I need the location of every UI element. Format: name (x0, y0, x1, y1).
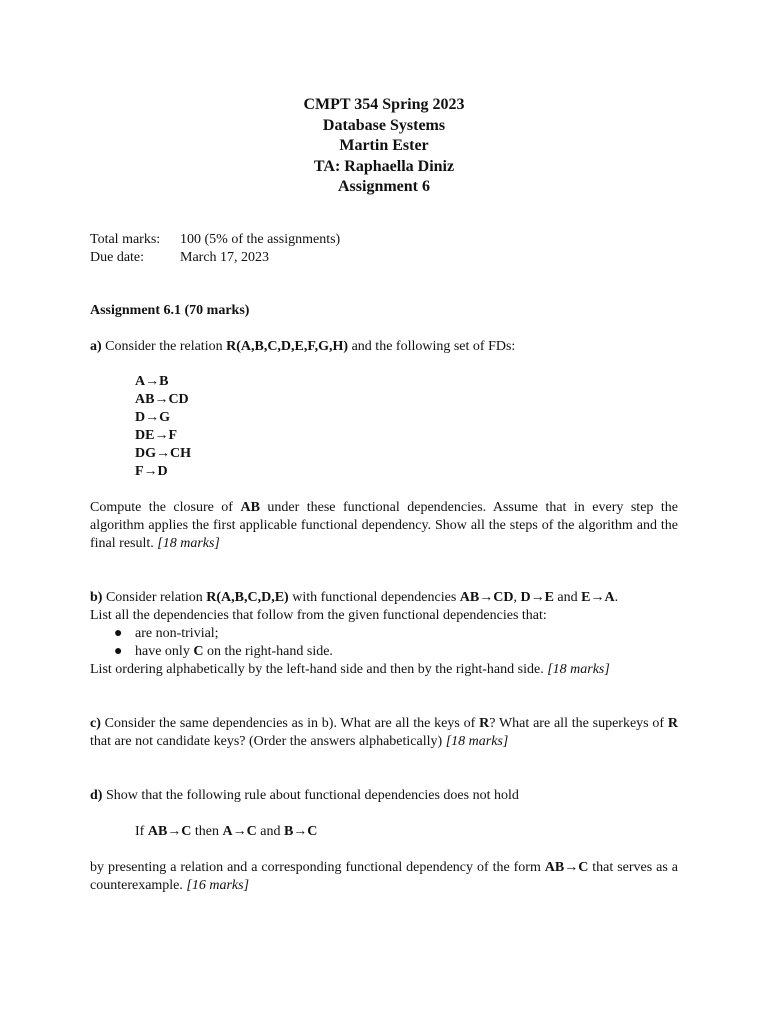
question-a-task-text-2: under these functional dependencies. Assume that in every step the algorithm applies the first applicable functional dependency. Show all the steps of the algorithm and the final result. (90, 499, 678, 551)
question-b (90, 589, 678, 679)
course-title: CMPT 354 Spring 2023 (303, 96, 465, 113)
total-marks-value: 100 (5% of the assignments) (180, 231, 341, 247)
question-d-label: d) (90, 787, 103, 803)
question-a-label: a) (90, 338, 102, 354)
total-marks-row (90, 231, 678, 249)
relation-c-1: R (479, 715, 490, 731)
question-a-task (90, 499, 678, 553)
relation-b: R(A,B,C,D,E) (206, 589, 289, 605)
question-d-task (90, 859, 678, 895)
assignment-page (90, 95, 678, 895)
question-b-label: b) (90, 589, 103, 605)
question-a-text-2: and the following set of FDs: (348, 338, 516, 354)
condition-text: have only (135, 643, 194, 659)
rule-and: and (256, 823, 284, 839)
question-c-marks: [18 marks] (445, 733, 509, 749)
question-d-marks: [16 marks] (186, 877, 250, 893)
question-b-list-intro: List all the dependencies that follow from the given functional dependencies that: (90, 607, 547, 623)
rule-then: then (191, 823, 223, 839)
instructor-name: Martin Ester (339, 137, 429, 154)
fd-b-1: AB→CD (459, 589, 514, 605)
question-b-and: and (553, 589, 582, 605)
due-date-label: Due date: (90, 249, 145, 265)
assignment-meta (90, 231, 678, 267)
question-d-fd: AB→C (544, 859, 589, 875)
fd-item: D→G (135, 409, 170, 425)
question-d-task-text-2: that serves as a counterexample. (90, 859, 678, 893)
fd-b-3: E→A (581, 589, 615, 605)
question-d-text: Show that the following rule about functional dependencies does not hold (102, 787, 519, 803)
question-d-intro (90, 787, 678, 805)
total-marks-label: Total marks: (90, 231, 161, 247)
rule-statement (135, 823, 678, 841)
question-a-intro (90, 338, 678, 356)
course-subtitle: Database Systems (322, 116, 446, 134)
fd-b-2: D→E (520, 589, 554, 605)
ordering-text: List ordering alphabetically by the left-hand side and then by the right-hand side. (90, 661, 548, 677)
question-c-text-3: that are not candidate keys? (Order the answers alphabetically) (90, 733, 446, 749)
condition-text: are non-trivial; (135, 625, 219, 641)
due-date-row (90, 249, 678, 267)
question-b-text-2: with functional dependencies (288, 589, 460, 605)
relation-c-2: R (667, 715, 678, 731)
question-c-text-2: ? What are all the superkeys of (489, 715, 668, 731)
question-b-marks: [18 marks] (547, 661, 610, 677)
bullet-icon: ● (114, 625, 123, 641)
list-item (90, 625, 678, 643)
closure-attribute: AB (240, 499, 260, 515)
question-b-period: . (614, 589, 619, 605)
rule-if: If (135, 823, 148, 839)
question-b-conditions (90, 625, 678, 661)
rule-fd-1: AB→C (147, 823, 192, 839)
fd-item: DE→F (135, 427, 177, 443)
question-a-marks: [18 marks] (157, 535, 220, 551)
question-b-ordering (90, 661, 678, 679)
question-b-sep: , (513, 589, 521, 605)
fd-item: DG→CH (135, 445, 191, 461)
condition-attribute: C (193, 643, 204, 659)
rule-fd-2: A→C (222, 823, 257, 839)
question-c-label: c) (90, 715, 101, 731)
fd-item: F→D (135, 463, 168, 479)
relation-a: R(A,B,C,D,E,F,G,H) (226, 338, 349, 354)
fd-list (135, 373, 678, 481)
question-a-text: Consider the relation (101, 338, 227, 354)
fd-item: A→B (135, 373, 169, 389)
ta-name: TA: Raphaella Diniz (313, 157, 455, 175)
question-b-text: Consider relation (102, 589, 207, 605)
question-c-text: Consider the same dependencies as in b). What are all the keys of (100, 715, 480, 731)
question-b-intro (90, 589, 678, 607)
bullet-icon: ● (114, 643, 123, 659)
assignment-title: Assignment 6 (337, 178, 430, 195)
due-date-value: March 17, 2023 (180, 249, 270, 265)
question-d-task-text: by presenting a relation and a corresponding functional dependency of the form (90, 859, 545, 875)
rule-fd-3: B→C (283, 823, 318, 839)
condition-text-2: on the right-hand side. (203, 643, 333, 659)
fd-item: AB→CD (135, 391, 189, 407)
question-a-task-text: Compute the closure of (90, 499, 241, 515)
list-item (90, 643, 678, 661)
question-c (90, 715, 678, 751)
section-title: Assignment 6.1 (70 marks) (90, 302, 250, 318)
document-header (90, 95, 678, 198)
